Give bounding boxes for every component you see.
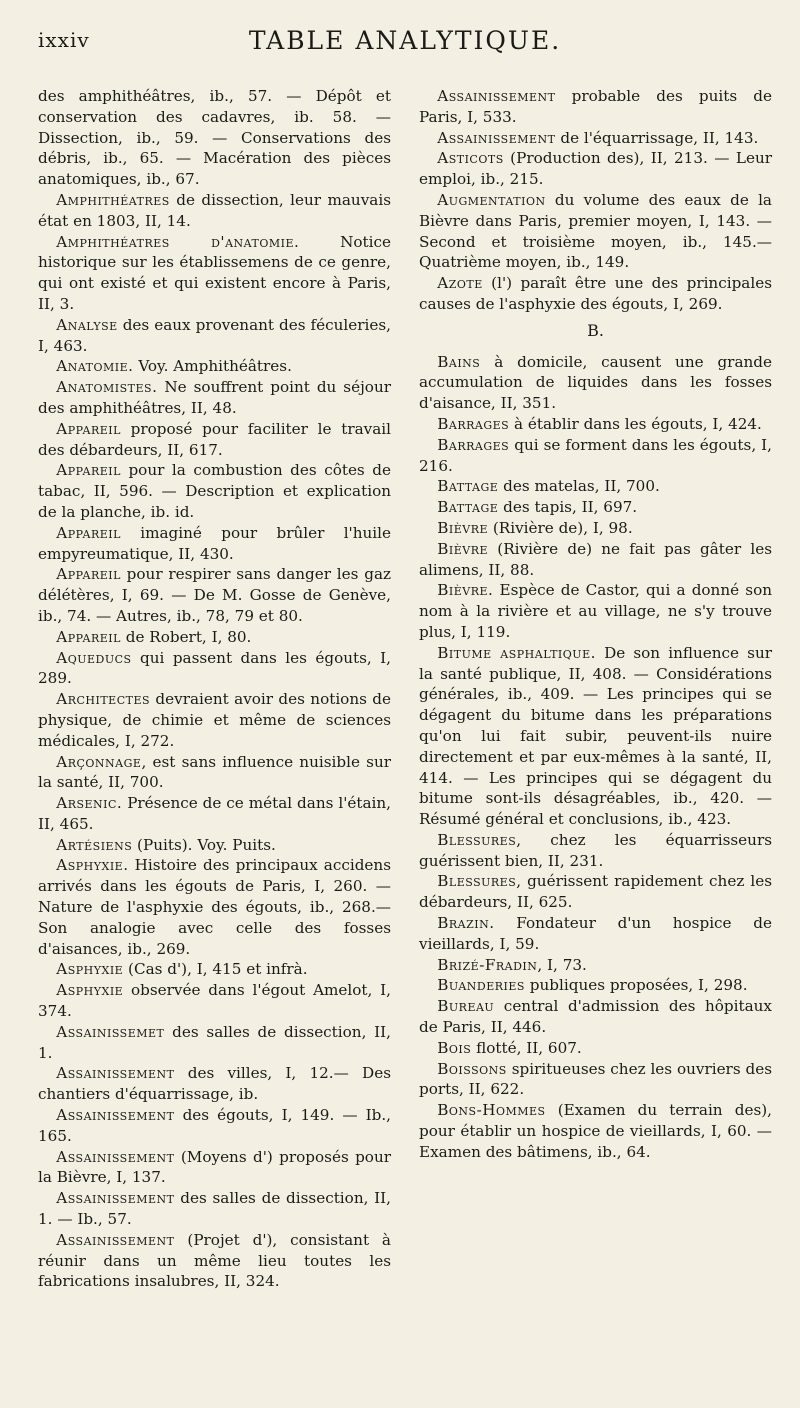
- entry-headword: Architectes: [56, 690, 151, 709]
- entry-text: de l'équarrissage, II, 143.: [555, 128, 759, 147]
- index-entry: [419, 643, 772, 830]
- index-entry: [38, 793, 391, 835]
- entry-text: flotté, II, 607.: [471, 1038, 582, 1057]
- entry-headword: Arçonnage: [56, 752, 142, 771]
- entry-headword: Bitume asphaltique.: [437, 643, 596, 662]
- entry-text: , guérissent rapidement chez les débardeurs, II, 625.: [419, 872, 772, 912]
- entry-headword: Asphyxie.: [56, 856, 129, 875]
- entry-headword: Augmentation: [437, 190, 546, 209]
- index-entry: [419, 414, 772, 435]
- index-entry: [38, 523, 391, 565]
- entry-headword: Anatomistes.: [56, 378, 158, 397]
- index-entry: [419, 86, 772, 128]
- entry-text: à domicile, causent une grande accumulation de liquides dans les fosses d'aisance, II, 351.: [419, 352, 772, 413]
- entry-headword: Brazin.: [437, 914, 495, 933]
- entry-headword: Assainissement: [56, 1147, 175, 1166]
- entry-headword: Blessures: [437, 872, 517, 891]
- index-entry: [38, 1105, 391, 1147]
- entry-headword: Assainissement: [56, 1230, 175, 1249]
- entry-headword: Barrages: [437, 435, 510, 454]
- index-entry: [38, 315, 391, 357]
- entry-headword: Asticots: [437, 149, 504, 168]
- entry-headword: Analyse: [56, 315, 118, 334]
- entry-text: devraient avoir des notions de physique, de chimie et même de sciences médicales, I, 272.: [38, 690, 391, 750]
- index-entry: [419, 273, 772, 315]
- index-entry: [38, 356, 391, 377]
- entry-headword: Brizé-Fradin: [437, 955, 538, 974]
- entry-text: (Examen du terrain des), pour établir un hospice de vieillards, I, 60. — Examen des bâtimens, ib., 64.: [419, 1101, 772, 1161]
- entry-headword: Bureau: [437, 997, 495, 1016]
- entry-headword: Boissons: [437, 1059, 507, 1078]
- entry-headword: Blessures: [437, 830, 517, 849]
- entry-text: publiques proposées, I, 298.: [524, 976, 748, 995]
- index-entry: [38, 1230, 391, 1292]
- index-entry: [419, 148, 772, 190]
- index-entry: [419, 539, 772, 581]
- entry-text: (Puits). Voy. Puits.: [132, 835, 276, 854]
- entry-headword: Artésiens: [56, 835, 133, 854]
- index-entry: [38, 1022, 391, 1064]
- entry-text: Fondateur d'un hospice de vieillards, I, 59.: [419, 914, 772, 953]
- index-entry: [419, 871, 772, 913]
- index-entry: [38, 980, 391, 1022]
- index-entry: [419, 497, 772, 518]
- entry-headword: Bièvre: [437, 518, 489, 537]
- entry-text: (Rivière de), I, 98.: [488, 518, 633, 537]
- entry-headword: Appareil: [56, 565, 121, 584]
- entry-headword: Bains: [437, 352, 481, 371]
- index-entry: [419, 128, 772, 149]
- entry-headword: Arsenic.: [56, 794, 123, 813]
- index-entry: [38, 689, 391, 751]
- index-entry: [419, 580, 772, 642]
- index-entry: [419, 913, 772, 955]
- entry-text: à établir dans les égouts, I, 424.: [509, 414, 762, 433]
- entry-text: (Projet d'), consistant à réunir dans un même lieu toutes les fabrications insalubres, II, 324.: [38, 1230, 391, 1291]
- index-entry: [38, 460, 391, 522]
- right-column-a-entries: [419, 86, 772, 315]
- entry-text: des salles de dissection, II, 1.: [38, 1022, 391, 1062]
- entry-text: qui passent dans les égouts, I, 289.: [38, 648, 391, 688]
- index-entry: [419, 996, 772, 1038]
- entry-text: de dissection, leur mauvais état en 1803, II, 14.: [38, 190, 391, 230]
- entry-text: Voy. Amphithéâtres.: [133, 357, 292, 376]
- entry-text: des matelas, II, 700.: [498, 477, 660, 496]
- index-entry: [419, 518, 772, 539]
- index-entry: [38, 190, 391, 232]
- entry-text: qui se forment dans les égouts, I, 216.: [419, 435, 772, 475]
- entry-headword: Asphyxie: [56, 981, 124, 1000]
- entry-text: des eaux provenant des féculeries, I, 463.: [38, 315, 391, 355]
- entry-headword: Bons-Hommes: [437, 1101, 546, 1120]
- entry-text: (Cas d'), I, 415 et infrà.: [123, 960, 308, 979]
- entry-headword: Bièvre.: [437, 581, 494, 600]
- page-number: ixxiv: [38, 28, 90, 52]
- right-column: [419, 86, 772, 1292]
- entry-headword: Appareil: [56, 627, 121, 646]
- entry-text: Notice historique sur les établissemens de ce genre, qui ont existé et qui existent encore à Paris, II, 3.: [38, 232, 391, 313]
- entry-text: des villes, I, 12.— Des chantiers d'équarrissage, ib.: [38, 1064, 391, 1104]
- entry-text: de Robert, I, 80.: [120, 627, 252, 646]
- entry-text: pour la combustion des côtes de tabac, II, 596. — Description et explication de la planche, ib. id.: [38, 461, 391, 521]
- index-entry: [419, 476, 772, 497]
- entry-headword: Azote: [437, 274, 483, 293]
- index-entry: [38, 627, 391, 648]
- index-entry: [38, 959, 391, 980]
- entry-text: (l') paraît être une des principales causes de l'asphyxie des égouts, I, 269.: [419, 274, 772, 313]
- page-title: TABLE ANALYTIQUE.: [248, 26, 562, 55]
- entry-headword: Appareil: [56, 461, 121, 480]
- entry-text: (Rivière de) ne fait pas gâter les alimens, II, 88.: [419, 539, 772, 579]
- index-entry: [419, 955, 772, 976]
- entry-text: des amphithéâtres, ib., 57. — Dépôt et conservation des cadavres, ib. 58. — Dissection, ib., 59. — Conservations des débris, ib., 65. — Macération des pièces anatomiques, ib., 67.: [38, 87, 391, 189]
- index-entry: [419, 190, 772, 273]
- entry-text: (Production des), II, 213. — Leur emploi, ib., 215.: [419, 149, 772, 189]
- section-letter: B.: [587, 320, 604, 340]
- index-entry: [38, 752, 391, 794]
- entry-headword: Aqueducs: [56, 648, 132, 667]
- entry-headword: Buanderies: [437, 976, 525, 995]
- entry-text: spiritueuses chez les ouvriers des ports, II, 622.: [419, 1059, 772, 1099]
- entry-headword: Amphithéatres d'anatomie.: [56, 232, 300, 251]
- entry-headword: Assainissement: [437, 87, 556, 105]
- entry-text: des égouts, I, 149. — Ib., 165.: [38, 1106, 391, 1145]
- entry-headword: Appareil: [56, 523, 121, 542]
- index-entry: [419, 830, 772, 872]
- entry-text: des salles de dissection, II, 1. — Ib., 57.: [38, 1189, 391, 1229]
- entry-text: De son influence sur la santé publique, II, 408. — Considérations générales, ib., 409. — Les principes qui se dégagent du bitume dans les préparations qu'on lui fait subir, peuvent-ils nuire directement et par eux-mêmes à la santé, II, 414. — Les principes qui se dégagent du bitume sont-ils désagréables, ib., 420. — Résumé général et conclusions, ib., 423.: [419, 643, 773, 829]
- entry-headword: Barrages: [437, 414, 510, 433]
- page-header: [38, 20, 772, 60]
- entry-headword: Appareil: [56, 419, 121, 438]
- entry-text: imaginé pour brûler l'huile empyreumatique, II, 430.: [38, 523, 391, 563]
- entry-text: probable des puits de Paris, I, 533.: [419, 87, 772, 126]
- index-entry: [38, 1063, 391, 1105]
- entry-headword: Bois: [437, 1038, 472, 1057]
- entry-text: central d'admission des hôpitaux de Paris, II, 446.: [419, 997, 772, 1037]
- entry-text: , chez les équarrisseurs guérissent bien, II, 231.: [419, 830, 772, 870]
- index-entry: [38, 564, 391, 626]
- index-entry: [38, 377, 391, 419]
- entry-headword: Assainissement: [437, 128, 556, 147]
- entry-text: , I, 73.: [537, 955, 587, 974]
- index-entry: [38, 648, 391, 690]
- index-entry: [38, 419, 391, 461]
- index-entry: [419, 1100, 772, 1162]
- entry-text: proposé pour faciliter le travail des débardeurs, II, 617.: [38, 419, 391, 459]
- index-entry: [38, 1147, 391, 1189]
- entry-headword: Anatomie.: [56, 357, 134, 376]
- entry-headword: Assainissemet: [56, 1022, 165, 1041]
- index-columns: [38, 86, 772, 1292]
- entry-text: observée dans l'égout Amelot, I, 374.: [38, 981, 391, 1021]
- entry-headword: Asphyxie: [56, 960, 124, 979]
- entry-headword: Assainissement: [56, 1106, 175, 1125]
- entry-headword: Assainissement: [56, 1189, 175, 1208]
- entry-headword: Assainissement: [56, 1064, 175, 1083]
- index-entry: [38, 1188, 391, 1230]
- entry-headword: Battage: [437, 498, 499, 517]
- entry-headword: Amphithéatres: [56, 190, 170, 209]
- entry-headword: Battage: [437, 477, 499, 496]
- left-column: [38, 86, 391, 1292]
- index-entry: [419, 352, 772, 414]
- index-entry: [38, 855, 391, 959]
- index-entry: [419, 435, 772, 477]
- entry-text: des tapis, II, 697.: [498, 498, 638, 517]
- entry-text: du volume des eaux de la Bièvre dans Paris, premier moyen, I, 143. — Second et troisième moyen, ib., 145.— Quatrième moyen, ib., 149.: [419, 190, 772, 272]
- entry-headword: Bièvre: [437, 539, 489, 558]
- index-entry: [419, 1038, 772, 1059]
- index-entry: [38, 232, 391, 315]
- index-entry: [38, 86, 391, 190]
- index-entry: [38, 835, 391, 856]
- entry-text: Ne souffrent point du séjour des amphithéâtres, II, 48.: [38, 378, 391, 417]
- entry-text: , est sans influence nuisible sur la santé, II, 700.: [38, 752, 391, 792]
- entry-text: Présence de ce métal dans l'étain, II, 465.: [38, 794, 391, 833]
- entry-text: pour respirer sans danger les gaz délétères, I, 69. — De M. Gosse de Genève, ib., 74. — Autres, ib., 78, 79 et 80.: [38, 565, 391, 625]
- entry-text: Espèce de Castor, qui a donné son nom à la rivière et au village, ne s'y trouve plus, I, 119.: [419, 581, 772, 641]
- right-column-b-entries: [419, 352, 772, 1163]
- entry-text: Histoire des principaux accidens arrivés dans les égouts de Paris, I, 260. — Nature de l'asphyxie des égouts, ib., 268.—Son analogie avec celle des fosses d'aisances, ib., 269.: [38, 856, 391, 958]
- index-entry: [419, 1059, 772, 1101]
- entry-text: (Moyens d') proposés pour la Bièvre, I, 137.: [38, 1147, 391, 1187]
- index-entry: [419, 975, 772, 996]
